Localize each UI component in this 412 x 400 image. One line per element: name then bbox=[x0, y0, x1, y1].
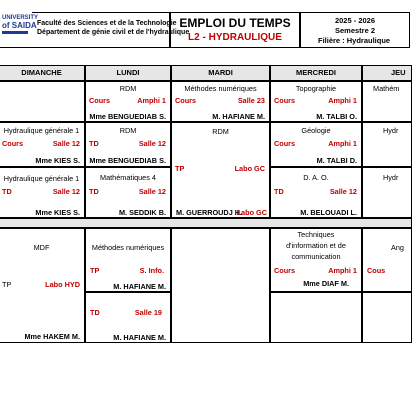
course-name-line3: communication bbox=[291, 252, 341, 261]
teacher-name: M. HAFIANE M. bbox=[212, 112, 265, 121]
teacher-name: M. HAFIANE M. bbox=[113, 282, 166, 291]
filiere-label: Filière : Hydraulique bbox=[318, 36, 391, 45]
teacher-name: M. TALBI O. bbox=[316, 112, 357, 121]
room-label: Labo GC bbox=[234, 164, 265, 173]
course-name: Méthodes numériques bbox=[91, 243, 165, 252]
slot-mercredi-5 bbox=[270, 292, 362, 343]
room-label: Amphi 1 bbox=[328, 96, 357, 105]
day-header-jeudi: JEU bbox=[362, 65, 412, 81]
faculty-label: Faculté des Sciences et de la Technologie bbox=[37, 20, 177, 27]
course-name-line2: d'information et de bbox=[286, 241, 346, 250]
room-label: Salle 12 bbox=[329, 187, 357, 196]
course-name: Hydr bbox=[383, 126, 399, 135]
svg-text:UNIVERSITY: UNIVERSITY bbox=[2, 15, 39, 21]
session-type: Cours bbox=[274, 266, 296, 275]
session-type: TP bbox=[175, 164, 185, 173]
slot-mardi-2-3[interactable] bbox=[171, 122, 270, 218]
slot-mercredi-4[interactable] bbox=[270, 228, 362, 292]
teacher-name: M. BELOUADI L. bbox=[300, 208, 357, 217]
teacher-name: Mme BENGUEDIAB S. bbox=[89, 112, 166, 121]
slot-dimanche-3[interactable] bbox=[0, 167, 85, 218]
teacher-name: M. SEDDIK B. bbox=[118, 208, 166, 217]
session-type: Cours bbox=[2, 139, 24, 148]
university-logo bbox=[0, 10, 39, 40]
course-name: Hydraulique générale 1 bbox=[3, 126, 80, 135]
svg-text:of SAIDA: of SAIDA bbox=[2, 21, 37, 30]
day-header-mardi: MARDI bbox=[171, 65, 270, 81]
slot-lundi-3[interactable] bbox=[85, 167, 171, 218]
room-label: Salle 23 bbox=[237, 96, 265, 105]
slot-mardi-4 bbox=[171, 228, 270, 343]
session-type: TP bbox=[2, 280, 12, 289]
slot-dimanche-1 bbox=[0, 81, 85, 122]
session-type: TD bbox=[2, 187, 12, 196]
lunch-break-row bbox=[0, 218, 412, 228]
course-name: MDF bbox=[33, 243, 50, 252]
course-name-line1: Techniques bbox=[297, 230, 335, 239]
session-type: TP bbox=[90, 266, 100, 275]
course-name: Mathém bbox=[373, 84, 400, 93]
room-label: Amphi 1 bbox=[328, 266, 357, 275]
room-label: Salle 12 bbox=[52, 139, 80, 148]
slot-mercredi-1[interactable] bbox=[270, 81, 362, 122]
slot-dimanche-4[interactable] bbox=[0, 228, 85, 343]
course-name: Géologie bbox=[301, 126, 331, 135]
slot-jeudi-1[interactable] bbox=[362, 81, 412, 122]
course-name: RDM bbox=[119, 126, 137, 135]
teacher-name: Mme KIES S. bbox=[35, 208, 80, 217]
page-subtitle: L2 - HYDRAULIQUE bbox=[188, 32, 282, 43]
course-name: Ang bbox=[391, 243, 404, 252]
teacher-name: Mme HAKEM M. bbox=[24, 332, 80, 341]
room-label: S. Info. bbox=[139, 266, 164, 275]
teacher-name: M. HAFIANE M. bbox=[113, 333, 166, 342]
day-header-lundi: LUNDI bbox=[85, 65, 171, 81]
teacher-name: Mme KIES S. bbox=[35, 156, 80, 165]
session-type: Cous bbox=[367, 266, 386, 275]
room-label: Amphi 1 bbox=[328, 139, 357, 148]
course-name: Mathématiques 4 bbox=[100, 173, 156, 182]
room-label: Salle 19 bbox=[134, 308, 162, 317]
slot-lundi-4a[interactable] bbox=[85, 228, 171, 292]
room-label: Salle 12 bbox=[138, 139, 166, 148]
room-label: Amphi 1 bbox=[137, 96, 166, 105]
department-label: Département de génie civil et de l'hydraulique bbox=[37, 29, 190, 36]
course-name: Méthodes numériques bbox=[184, 84, 257, 93]
session-type: TD bbox=[274, 187, 284, 196]
slot-mardi-1[interactable] bbox=[171, 81, 270, 122]
slot-jeudi-4[interactable] bbox=[362, 228, 412, 292]
session-type: Cours bbox=[89, 96, 111, 105]
teacher-name: Mme DIAF M. bbox=[303, 279, 349, 288]
slot-jeudi-5 bbox=[362, 292, 412, 343]
slot-jeudi-3[interactable] bbox=[362, 167, 412, 218]
teacher-name: M. TALBI D. bbox=[316, 156, 357, 165]
day-header-mercredi: MERCREDI bbox=[270, 65, 362, 81]
slot-mercredi-3[interactable] bbox=[270, 167, 362, 218]
room-label: Salle 12 bbox=[138, 187, 166, 196]
session-type: Cours bbox=[175, 96, 197, 105]
slot-lundi-4b[interactable] bbox=[85, 292, 171, 343]
day-header-dimanche: DIMANCHE bbox=[0, 65, 85, 81]
course-name: D. A. O. bbox=[303, 173, 329, 182]
session-type: TD bbox=[89, 187, 99, 196]
page-title: EMPLOI DU TEMPS bbox=[179, 16, 291, 30]
course-name: Hydraulique générale 1 bbox=[3, 174, 80, 183]
slot-lundi-1[interactable] bbox=[85, 81, 171, 122]
slot-dimanche-2[interactable] bbox=[0, 122, 85, 167]
course-name: Hydr bbox=[383, 173, 399, 182]
academic-year: 2025 - 2026 bbox=[334, 16, 376, 25]
course-name: RDM bbox=[212, 127, 229, 136]
session-type: Cours bbox=[274, 96, 296, 105]
teacher-name: M. GUERROUDJ H. bbox=[176, 208, 243, 217]
session-type: TD bbox=[89, 139, 99, 148]
slot-lundi-2[interactable] bbox=[85, 122, 171, 167]
room-label: Salle 12 bbox=[52, 187, 80, 196]
slot-mercredi-2[interactable] bbox=[270, 122, 362, 167]
slot-jeudi-2[interactable] bbox=[362, 122, 412, 167]
course-name: Topographie bbox=[295, 84, 337, 93]
room-label: Labo HYD bbox=[45, 280, 80, 289]
course-name: RDM bbox=[119, 84, 137, 93]
teacher-name: Mme BENGUEDIAB S. bbox=[89, 156, 166, 165]
room-label-bottom: Labo GC bbox=[236, 208, 267, 217]
session-type: TD bbox=[90, 308, 100, 317]
semester-label: Semestre 2 bbox=[334, 26, 376, 35]
session-type: Cours bbox=[274, 139, 296, 148]
